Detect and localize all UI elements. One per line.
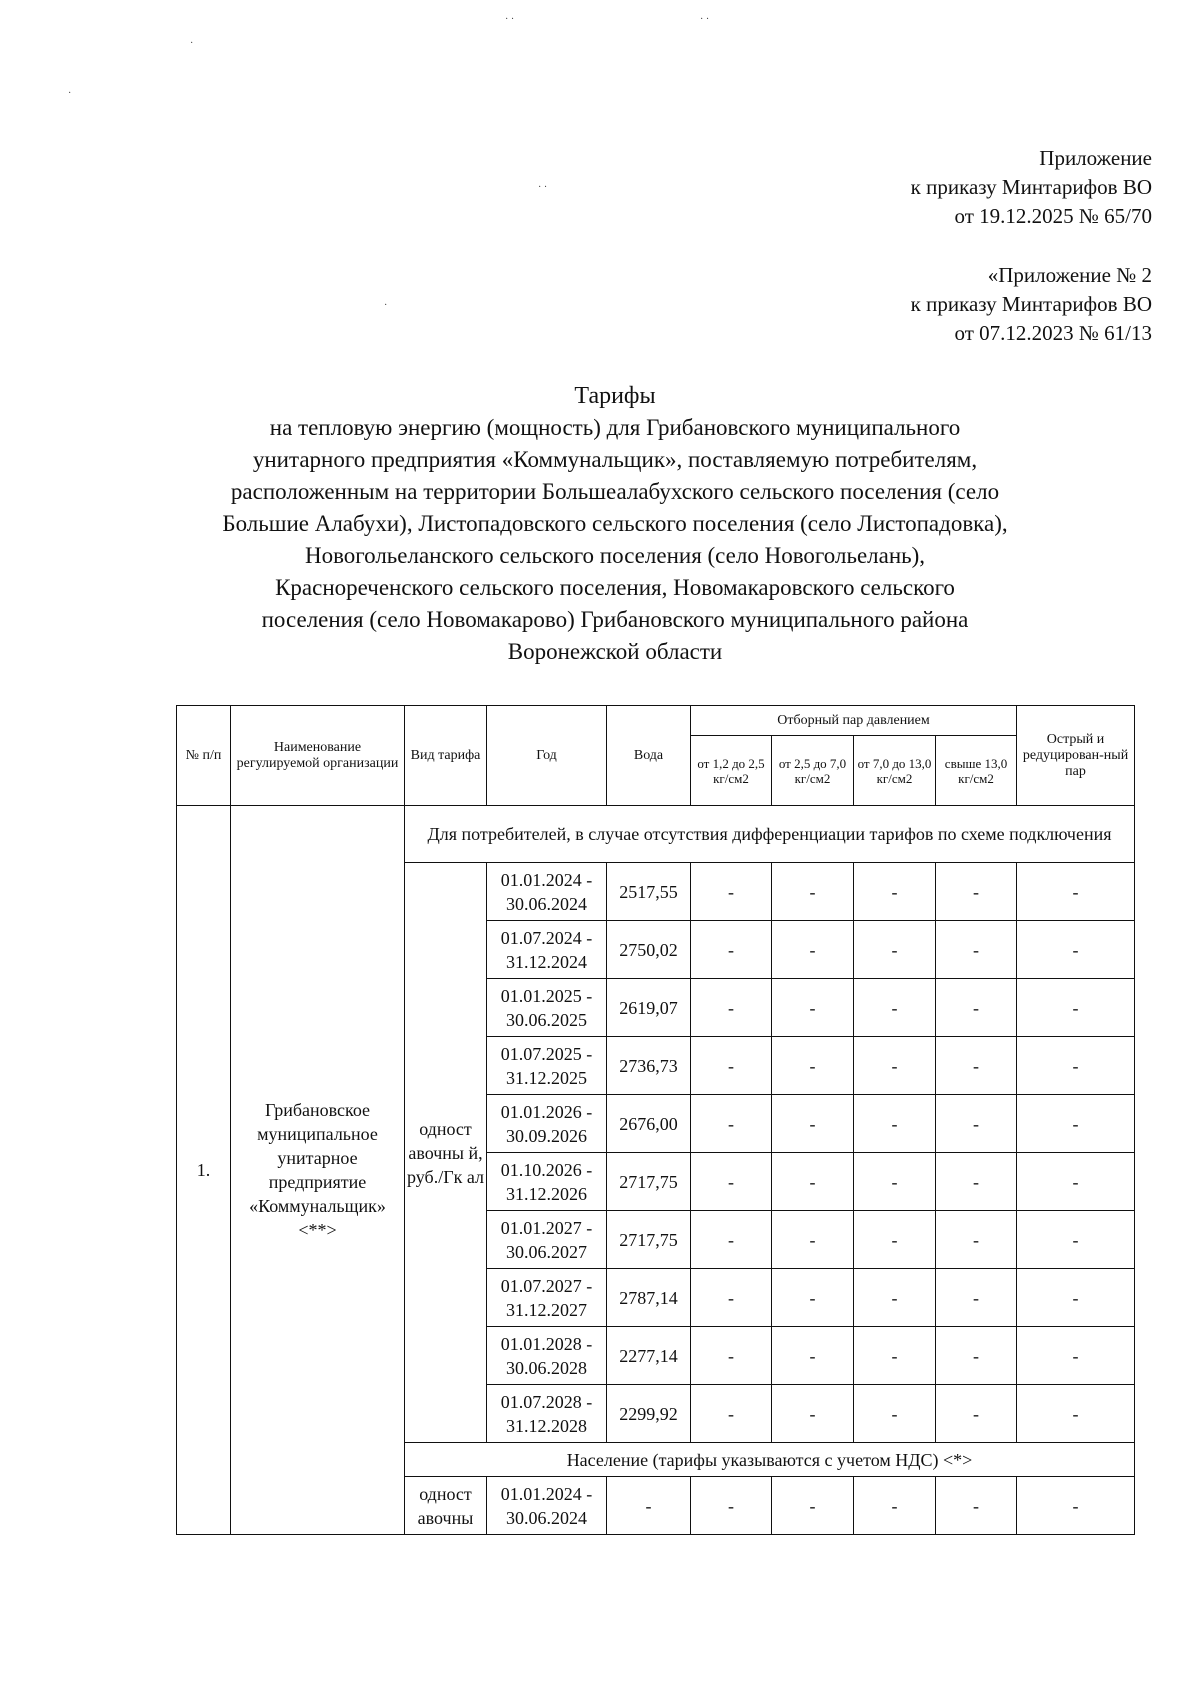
- sharp-steam-cell: -: [1017, 921, 1135, 979]
- steam-p4-cell: -: [936, 1385, 1017, 1443]
- steam-p4-cell: -: [936, 1477, 1017, 1535]
- row-number: 1.: [177, 806, 231, 1535]
- period-cell: 01.01.2025 - 30.06.2025: [487, 979, 607, 1037]
- population-tariff-type: одност авочны: [405, 1477, 487, 1535]
- steam-p1-cell: -: [691, 921, 772, 979]
- steam-p3-cell: -: [854, 1095, 936, 1153]
- water-cell: 2736,73: [607, 1037, 691, 1095]
- appendix-label: Приложение: [1039, 146, 1152, 170]
- period-cell: 01.10.2026 - 31.12.2026: [487, 1153, 607, 1211]
- sharp-steam-cell: -: [1017, 1037, 1135, 1095]
- steam-p2-cell: -: [772, 1385, 854, 1443]
- steam-p1-cell: -: [691, 1477, 772, 1535]
- water-cell: 2717,75: [607, 1211, 691, 1269]
- steam-p1-cell: -: [691, 1385, 772, 1443]
- steam-p3-cell: -: [854, 1477, 936, 1535]
- col-header-sharp: Острый и редуцирован-ный пар: [1017, 706, 1135, 806]
- title-line: унитарного предприятия «Коммунальщик», поставляемую потребителям,: [252, 447, 978, 472]
- steam-p3-cell: -: [854, 1269, 936, 1327]
- title-line: Воронежской области: [507, 639, 723, 664]
- steam-p1-cell: -: [691, 1211, 772, 1269]
- sharp-steam-cell: -: [1017, 1385, 1135, 1443]
- col-header-year: Год: [487, 706, 607, 806]
- steam-p4-cell: -: [936, 979, 1017, 1037]
- tariff-table: [176, 705, 1135, 1535]
- period-cell: 01.01.2028 - 30.06.2028: [487, 1327, 607, 1385]
- sharp-steam-cell: -: [1017, 1477, 1135, 1535]
- col-header-num: № п/п: [177, 706, 231, 806]
- steam-p2-cell: -: [772, 1153, 854, 1211]
- col-header-org: Наименование регулируемой организации: [231, 706, 405, 806]
- steam-p2-cell: -: [772, 863, 854, 921]
- period-cell: 01.01.2024 - 30.06.2024: [487, 1477, 607, 1535]
- steam-p4-cell: -: [936, 1037, 1017, 1095]
- steam-p3-cell: -: [854, 1037, 936, 1095]
- title-line: Краснореченского сельского поселения, Новомакаровского сельского: [275, 575, 955, 600]
- appendix-order: к приказу Минтарифов ВО: [910, 175, 1152, 199]
- appendix2-date: от 07.12.2023 № 61/13: [954, 321, 1152, 345]
- sharp-steam-cell: -: [1017, 1327, 1135, 1385]
- col-header-type: Вид тарифа: [405, 706, 487, 806]
- col-header-p1: от 1,2 до 2,5 кг/см2: [691, 736, 772, 806]
- steam-p1-cell: -: [691, 1037, 772, 1095]
- period-cell: 01.07.2024 - 31.12.2024: [487, 921, 607, 979]
- steam-p4-cell: -: [936, 863, 1017, 921]
- water-cell: 2517,55: [607, 863, 691, 921]
- title-heading: Тарифы: [574, 383, 656, 409]
- water-cell: 2787,14: [607, 1269, 691, 1327]
- document-title: [150, 380, 1080, 668]
- steam-p2-cell: -: [772, 1211, 854, 1269]
- steam-p1-cell: -: [691, 979, 772, 1037]
- water-cell: 2676,00: [607, 1095, 691, 1153]
- sharp-steam-cell: -: [1017, 1269, 1135, 1327]
- steam-p4-cell: -: [936, 1269, 1017, 1327]
- period-cell: 01.07.2028 - 31.12.2028: [487, 1385, 607, 1443]
- steam-p2-cell: -: [772, 1477, 854, 1535]
- sharp-steam-cell: -: [1017, 1211, 1135, 1269]
- steam-p1-cell: -: [691, 1153, 772, 1211]
- period-cell: 01.07.2025 - 31.12.2025: [487, 1037, 607, 1095]
- steam-p4-cell: -: [936, 1211, 1017, 1269]
- tariff-type: одност авочны й, руб./Гк ал: [405, 863, 487, 1443]
- steam-p4-cell: -: [936, 921, 1017, 979]
- steam-p1-cell: -: [691, 1269, 772, 1327]
- period-cell: 01.01.2024 - 30.06.2024: [487, 863, 607, 921]
- appendix-date: от 19.12.2025 № 65/70: [954, 204, 1152, 228]
- steam-p3-cell: -: [854, 1385, 936, 1443]
- period-cell: 01.01.2027 - 30.06.2027: [487, 1211, 607, 1269]
- steam-p1-cell: -: [691, 1095, 772, 1153]
- steam-p2-cell: -: [772, 1095, 854, 1153]
- organization-name: Грибановское муниципальное унитарное предприятие «Коммунальщик» <**>: [231, 806, 405, 1535]
- steam-p4-cell: -: [936, 1327, 1017, 1385]
- steam-p3-cell: -: [854, 979, 936, 1037]
- steam-p4-cell: -: [936, 1095, 1017, 1153]
- steam-p4-cell: -: [936, 1153, 1017, 1211]
- sharp-steam-cell: -: [1017, 979, 1135, 1037]
- water-cell: -: [607, 1477, 691, 1535]
- steam-p2-cell: -: [772, 1269, 854, 1327]
- water-cell: 2299,92: [607, 1385, 691, 1443]
- col-header-p3: от 7,0 до 13,0 кг/см2: [854, 736, 936, 806]
- steam-p1-cell: -: [691, 863, 772, 921]
- water-cell: 2619,07: [607, 979, 691, 1037]
- title-line: Новогольеланского сельского поселения (село Новогольелань),: [304, 543, 926, 568]
- appendix2-header: [911, 261, 1152, 348]
- sharp-steam-cell: -: [1017, 863, 1135, 921]
- steam-p3-cell: -: [854, 1211, 936, 1269]
- period-cell: 01.07.2027 - 31.12.2027: [487, 1269, 607, 1327]
- steam-p3-cell: -: [854, 1327, 936, 1385]
- col-header-water: Вода: [607, 706, 691, 806]
- sharp-steam-cell: -: [1017, 1153, 1135, 1211]
- col-header-steam-group: Отборный пар давлением: [691, 706, 1017, 736]
- steam-p2-cell: -: [772, 1037, 854, 1095]
- period-cell: 01.01.2026 - 30.09.2026: [487, 1095, 607, 1153]
- water-cell: 2717,75: [607, 1153, 691, 1211]
- steam-p3-cell: -: [854, 863, 936, 921]
- water-cell: 2277,14: [607, 1327, 691, 1385]
- title-line: поселения (село Новомакарово) Грибановского муниципального района: [261, 607, 969, 632]
- water-cell: 2750,02: [607, 921, 691, 979]
- appendix2-label: «Приложение № 2: [987, 263, 1152, 287]
- appendix2-order: к приказу Минтарифов ВО: [910, 292, 1152, 316]
- steam-p3-cell: -: [854, 1153, 936, 1211]
- title-line: расположенным на территории Большеалабухского сельского поселения (село: [230, 479, 1000, 504]
- col-header-p4: свыше 13,0 кг/см2: [936, 736, 1017, 806]
- steam-p2-cell: -: [772, 979, 854, 1037]
- title-line: Большие Алабухи), Листопадовского сельского поселения (село Листопадовка),: [222, 511, 1008, 536]
- col-header-p2: от 2,5 до 7,0 кг/см2: [772, 736, 854, 806]
- steam-p1-cell: -: [691, 1327, 772, 1385]
- steam-p3-cell: -: [854, 921, 936, 979]
- section-population: Население (тарифы указываются с учетом НДС) <*>: [405, 1443, 1135, 1477]
- appendix-header: [911, 144, 1152, 231]
- sharp-steam-cell: -: [1017, 1095, 1135, 1153]
- steam-p2-cell: -: [772, 921, 854, 979]
- section-consumers: Для потребителей, в случае отсутствия дифференциации тарифов по схеме подключения: [405, 806, 1135, 863]
- steam-p2-cell: -: [772, 1327, 854, 1385]
- title-line: на тепловую энергию (мощность) для Грибановского муниципального: [269, 415, 961, 440]
